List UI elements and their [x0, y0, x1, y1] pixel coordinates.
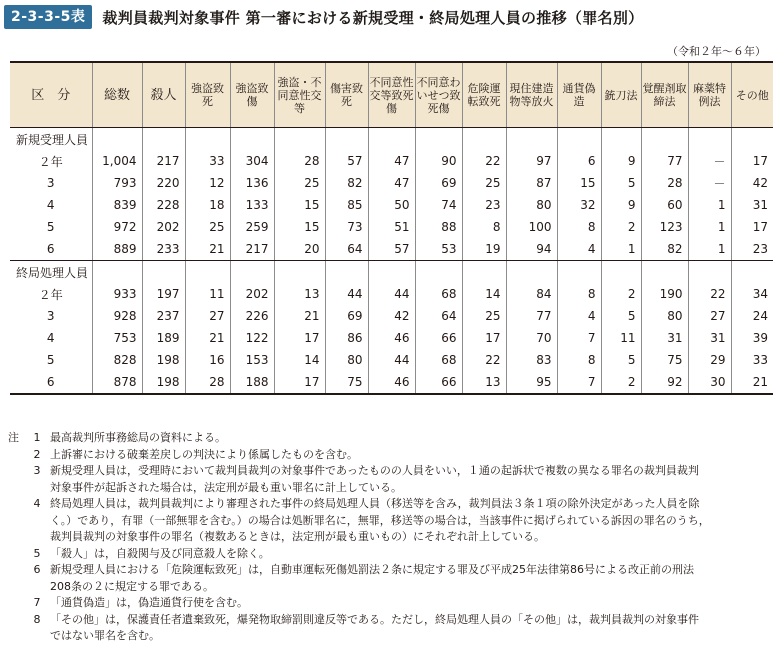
table-cell: 889 — [92, 238, 142, 261]
table-cell: 23 — [462, 194, 506, 216]
table-cell: 202 — [142, 216, 185, 238]
note-number: 3 — [33, 464, 41, 477]
table-cell: 259 — [230, 216, 274, 238]
empty-cell — [185, 128, 230, 151]
table-cell: 77 — [641, 150, 688, 172]
empty-cell — [641, 261, 688, 284]
table-cell: 31 — [688, 327, 731, 349]
table-cell: 753 — [92, 327, 142, 349]
table-cell: 100 — [506, 216, 557, 238]
note-prefix — [8, 562, 24, 579]
note-continuation: 208条の２に規定する罪である。 — [50, 579, 214, 593]
table-cell: 17 — [274, 371, 325, 394]
table-cell: 47 — [368, 150, 415, 172]
table-cell: 189 — [142, 327, 185, 349]
note-text: 新規受理人員における「危険運転致死」は，自動車運転死傷処罰法２条に規定する罪及び平成25年法律第86号による改正前の刑法 — [50, 563, 694, 576]
column-header: 麻薬特例法 — [688, 62, 731, 128]
table-cell: 878 — [92, 371, 142, 394]
note-item — [8, 496, 774, 513]
column-header: 現住建造物等放火 — [506, 62, 557, 128]
note-prefix — [8, 595, 24, 612]
table-cell: 57 — [368, 238, 415, 261]
empty-cell — [415, 261, 462, 284]
empty-cell — [506, 261, 557, 284]
table-cell: 190 — [641, 283, 688, 305]
note-item — [8, 595, 774, 612]
table-cell: 27 — [688, 305, 731, 327]
table-cell: 793 — [92, 172, 142, 194]
table-cell: 123 — [641, 216, 688, 238]
table-cell: 34 — [731, 283, 773, 305]
table-cell: 94 — [506, 238, 557, 261]
table-cell: 839 — [92, 194, 142, 216]
empty-cell — [462, 261, 506, 284]
empty-cell — [506, 128, 557, 151]
table-cell: 44 — [325, 283, 368, 305]
note-number: 4 — [33, 497, 41, 510]
table-cell: 2 — [601, 283, 641, 305]
column-header-category: 区 分 — [10, 62, 92, 128]
column-header: 銃刀法 — [601, 62, 641, 128]
table-cell: 13 — [462, 371, 506, 394]
note-continuation: 対象事件が起訴された場合は，法定刑が最も重い罪名に計上している。 — [50, 480, 402, 494]
table-cell: 11 — [185, 283, 230, 305]
table-cell: 73 — [325, 216, 368, 238]
note-text: 新規受理人員は，受理時において裁判員裁判の対象事件であったものの人員をいい，１通の起訴状で複数の異なる罪名の裁判員裁判 — [50, 464, 699, 477]
table-cell: 7 — [557, 327, 601, 349]
table-number-badge: 2-3-3-5表 — [4, 5, 92, 29]
table-cell: 17 — [274, 327, 325, 349]
table-cell: 24 — [731, 305, 773, 327]
empty-cell — [688, 261, 731, 284]
table-cell: 4 — [557, 305, 601, 327]
table-cell: 21 — [731, 371, 773, 394]
table-cell: 15 — [274, 216, 325, 238]
note-number: 1 — [33, 431, 41, 444]
empty-cell — [731, 128, 773, 151]
section-label: 新規受理人員 — [16, 132, 89, 147]
table-cell: 64 — [415, 305, 462, 327]
note-text: 「殺人」は，自殺関与及び同意殺人を除く。 — [50, 546, 270, 560]
table-cell: 86 — [325, 327, 368, 349]
note-text: 終局処理人員は，裁判員裁判により審理された事件の終局処理人員（移送等を含み，裁判員法３条１項の除外決定があった人員を除 — [50, 497, 700, 510]
table-cell: 188 — [230, 371, 274, 394]
empty-cell — [274, 128, 325, 151]
table-cell: 31 — [641, 327, 688, 349]
table-cell: 8 — [557, 216, 601, 238]
table-cell: 33 — [731, 349, 773, 371]
note-text: 最高裁判所事務総局の資料による。 — [50, 431, 226, 444]
table-cell: 21 — [185, 238, 230, 261]
table-cell: 4 — [557, 238, 601, 261]
note-item — [8, 562, 774, 579]
table-cell: 233 — [142, 238, 185, 261]
table-cell: 90 — [415, 150, 462, 172]
empty-cell — [92, 261, 142, 284]
note-continuation: 裁判員裁判の対象事件の罪名（複数あるときは，法定刑が最も重いもの）にそれぞれ計上している。 — [50, 530, 545, 543]
table-cell: 8 — [462, 216, 506, 238]
note-text: 上訴審における破棄差戻しの判決により係属したものを含む。 — [50, 447, 358, 461]
table-cell: 53 — [415, 238, 462, 261]
table-cell: 228 — [142, 194, 185, 216]
table-cell: 28 — [274, 150, 325, 172]
table-row — [10, 172, 773, 194]
table-cell: 46 — [368, 327, 415, 349]
section-header-row — [10, 128, 773, 151]
table-cell: 237 — [142, 305, 185, 327]
note-number: 6 — [33, 563, 41, 576]
note-text: 「通貨偽造」は，偽造通貨行使を含む。 — [50, 596, 248, 609]
table-cell: 12 — [185, 172, 230, 194]
column-header: 危険運転致死 — [462, 62, 506, 128]
empty-cell — [230, 261, 274, 284]
table-cell: 9 — [601, 194, 641, 216]
table-cell: 75 — [325, 371, 368, 394]
table-cell: 972 — [92, 216, 142, 238]
table-cell: 85 — [325, 194, 368, 216]
table-cell: 22 — [462, 349, 506, 371]
table-cell: 25 — [462, 172, 506, 194]
table-cell: 32 — [557, 194, 601, 216]
table-cell: 15 — [557, 172, 601, 194]
note-number: 8 — [33, 612, 41, 626]
table-cell: 30 — [688, 371, 731, 394]
table-cell: 74 — [415, 194, 462, 216]
note-number: 5 — [33, 546, 41, 560]
table-cell: 83 — [506, 349, 557, 371]
row-year-label: 3 — [46, 176, 55, 190]
note-prefix — [8, 496, 24, 513]
note-continuation: く。）であり，有罪（一部無罪を含む。）の場合は処断罪名に，無罪，移送等の場合は，当該事件に掲げられている訴因の罪名のうち， — [50, 513, 710, 527]
note-item — [8, 463, 774, 480]
empty-cell — [185, 261, 230, 284]
note-continuation: ではない罪名を含む。 — [50, 629, 160, 642]
row-year-label: 3 — [46, 309, 55, 323]
note-prefix — [8, 546, 24, 563]
table-body — [10, 128, 773, 395]
table-cell: 17 — [731, 150, 773, 172]
statistics-table — [10, 61, 773, 395]
table-row — [10, 194, 773, 216]
empty-cell — [92, 128, 142, 151]
table-cell: 14 — [462, 283, 506, 305]
table-cell: 47 — [368, 172, 415, 194]
note-item — [8, 430, 774, 447]
column-header: 殺人 — [142, 62, 185, 128]
table-title: 裁判員裁判対象事件 第一審における新規受理・終局処理人員の推移（罪名別） — [102, 8, 644, 27]
note-item — [8, 546, 774, 563]
empty-cell — [688, 128, 731, 151]
table-cell: 95 — [506, 371, 557, 394]
table-cell: 64 — [325, 238, 368, 261]
row-year-label: 6 — [10, 371, 92, 394]
table-cell: 217 — [230, 238, 274, 261]
empty-cell — [557, 261, 601, 284]
table-cell: 97 — [506, 150, 557, 172]
table-cell: 8 — [557, 283, 601, 305]
table-cell: 80 — [641, 305, 688, 327]
period-label: （令和２年～６年） — [667, 45, 766, 58]
note-prefix — [8, 463, 24, 480]
note-prefix — [8, 612, 24, 629]
table-cell: 202 — [230, 283, 274, 305]
table-cell: 21 — [185, 327, 230, 349]
column-header: 強盗致傷 — [230, 62, 274, 128]
table-cell: 60 — [641, 194, 688, 216]
table-cell: 17 — [462, 327, 506, 349]
column-header: 傷害致死 — [325, 62, 368, 128]
section-label: 終局処理人員 — [16, 265, 89, 280]
table-cell: 82 — [325, 172, 368, 194]
table-cell: 153 — [230, 349, 274, 371]
table-cell: 88 — [415, 216, 462, 238]
table-row — [10, 283, 773, 305]
table-cell: 20 — [274, 238, 325, 261]
table-cell: 92 — [641, 371, 688, 394]
table-cell: 69 — [325, 305, 368, 327]
table-cell: 304 — [230, 150, 274, 172]
row-year-label: 4 — [46, 331, 55, 345]
table-cell: 828 — [92, 349, 142, 371]
table-cell: 198 — [142, 371, 185, 394]
table-cell: 25 — [274, 172, 325, 194]
empty-cell — [142, 261, 185, 284]
column-header: 不同意性交等致死傷 — [368, 62, 415, 128]
table-cell: 29 — [688, 349, 731, 371]
table-cell: 44 — [368, 349, 415, 371]
note-text: 「その他」は，保護責任者遺棄致死，爆発物取締罰則違反等である。ただし，終局処理人員の「その他」は，裁判員裁判の対象事件 — [50, 612, 699, 626]
table-cell: 7 — [557, 371, 601, 394]
table-cell: 197 — [142, 283, 185, 305]
table-cell: 122 — [230, 327, 274, 349]
table-cell: 82 — [641, 238, 688, 261]
table-cell: 22 — [462, 150, 506, 172]
note-item — [8, 447, 774, 464]
table-cell: 18 — [185, 194, 230, 216]
table-cell: 84 — [506, 283, 557, 305]
table-cell: 220 — [142, 172, 185, 194]
table-cell: 928 — [92, 305, 142, 327]
empty-cell — [557, 128, 601, 151]
table-cell: 68 — [415, 283, 462, 305]
table-cell: 80 — [506, 194, 557, 216]
row-year-label: 5 — [46, 220, 55, 234]
table-cell: 5 — [601, 172, 641, 194]
column-header: 強盗致死 — [185, 62, 230, 128]
table-row — [10, 371, 773, 394]
table-row — [10, 305, 773, 327]
table-cell: 77 — [506, 305, 557, 327]
note-item — [8, 612, 774, 629]
empty-cell — [368, 261, 415, 284]
table-cell: 28 — [185, 371, 230, 394]
empty-cell — [230, 128, 274, 151]
empty-cell — [601, 261, 641, 284]
table-cell: 136 — [230, 172, 274, 194]
table-cell: 5 — [601, 305, 641, 327]
empty-cell — [325, 261, 368, 284]
table-cell: 8 — [557, 349, 601, 371]
table-cell: 198 — [142, 349, 185, 371]
table-cell: 21 — [274, 305, 325, 327]
table-cell: 46 — [368, 371, 415, 394]
table-cell: 1 — [688, 238, 731, 261]
table-row — [10, 238, 773, 261]
row-year-label: ２年 — [38, 287, 63, 302]
table-cell: 25 — [462, 305, 506, 327]
note-prefix: 注 — [8, 431, 19, 444]
empty-cell — [415, 128, 462, 151]
empty-cell — [601, 128, 641, 151]
table-cell: 28 — [641, 172, 688, 194]
table-cell: 14 — [274, 349, 325, 371]
table-cell: 133 — [230, 194, 274, 216]
table-cell: 31 — [731, 194, 773, 216]
note-number: 2 — [33, 447, 41, 461]
table-cell: 42 — [368, 305, 415, 327]
table-cell: 1 — [601, 238, 641, 261]
column-header: 通貨偽造 — [557, 62, 601, 128]
table-cell: 23 — [731, 238, 773, 261]
table-cell: 44 — [368, 283, 415, 305]
column-header: 覚醒剤取締法 — [641, 62, 688, 128]
table-cell: 39 — [731, 327, 773, 349]
table-row — [10, 327, 773, 349]
column-header: その他 — [731, 62, 773, 128]
table-row — [10, 150, 773, 172]
table-cell: － — [688, 172, 731, 194]
table-cell: 2 — [601, 216, 641, 238]
table-cell: 226 — [230, 305, 274, 327]
table-cell: 66 — [415, 371, 462, 394]
table-cell: 66 — [415, 327, 462, 349]
table-cell: 68 — [415, 349, 462, 371]
note-prefix — [8, 447, 24, 464]
table-cell: 5 — [601, 349, 641, 371]
table-cell: 70 — [506, 327, 557, 349]
table-cell: 6 — [557, 150, 601, 172]
header-row — [10, 62, 773, 128]
row-year-label: 6 — [10, 238, 92, 261]
table-header — [10, 62, 773, 128]
table-cell: 69 — [415, 172, 462, 194]
table-cell: 1 — [688, 194, 731, 216]
empty-cell — [368, 128, 415, 151]
table-row — [10, 216, 773, 238]
table-cell: 57 — [325, 150, 368, 172]
table-cell: 217 — [142, 150, 185, 172]
table-cell: 75 — [641, 349, 688, 371]
table-cell: 9 — [601, 150, 641, 172]
note-number: 7 — [33, 596, 41, 609]
empty-cell — [325, 128, 368, 151]
table-cell: － — [688, 150, 731, 172]
section-header-row — [10, 261, 773, 284]
table-cell: 25 — [185, 216, 230, 238]
table-cell: 50 — [368, 194, 415, 216]
table-cell: 51 — [368, 216, 415, 238]
empty-cell — [641, 128, 688, 151]
table-cell: 80 — [325, 349, 368, 371]
table-cell: 11 — [601, 327, 641, 349]
column-header: 総数 — [92, 62, 142, 128]
table-cell: 933 — [92, 283, 142, 305]
empty-cell — [731, 261, 773, 284]
column-header: 不同意わいせつ致死傷 — [415, 62, 462, 128]
table-cell: 87 — [506, 172, 557, 194]
table-row — [10, 349, 773, 371]
empty-cell — [142, 128, 185, 151]
column-header: 強盗・不同意性交等 — [274, 62, 325, 128]
table-cell: 42 — [731, 172, 773, 194]
table-cell: 13 — [274, 283, 325, 305]
table-cell: 33 — [185, 150, 230, 172]
table-cell: 19 — [462, 238, 506, 261]
table-cell: 16 — [185, 349, 230, 371]
empty-cell — [462, 128, 506, 151]
table-cell: 27 — [185, 305, 230, 327]
row-year-label: 5 — [46, 353, 55, 367]
table-cell: 17 — [731, 216, 773, 238]
notes-section — [8, 430, 774, 645]
row-year-label: ２年 — [38, 154, 63, 169]
empty-cell — [274, 261, 325, 284]
table-cell: 1,004 — [92, 150, 142, 172]
table-cell: 2 — [601, 371, 641, 394]
table-cell: 15 — [274, 194, 325, 216]
table-cell: 1 — [688, 216, 731, 238]
table-cell: 22 — [688, 283, 731, 305]
title-row — [4, 5, 643, 29]
row-year-label: 4 — [46, 198, 55, 212]
